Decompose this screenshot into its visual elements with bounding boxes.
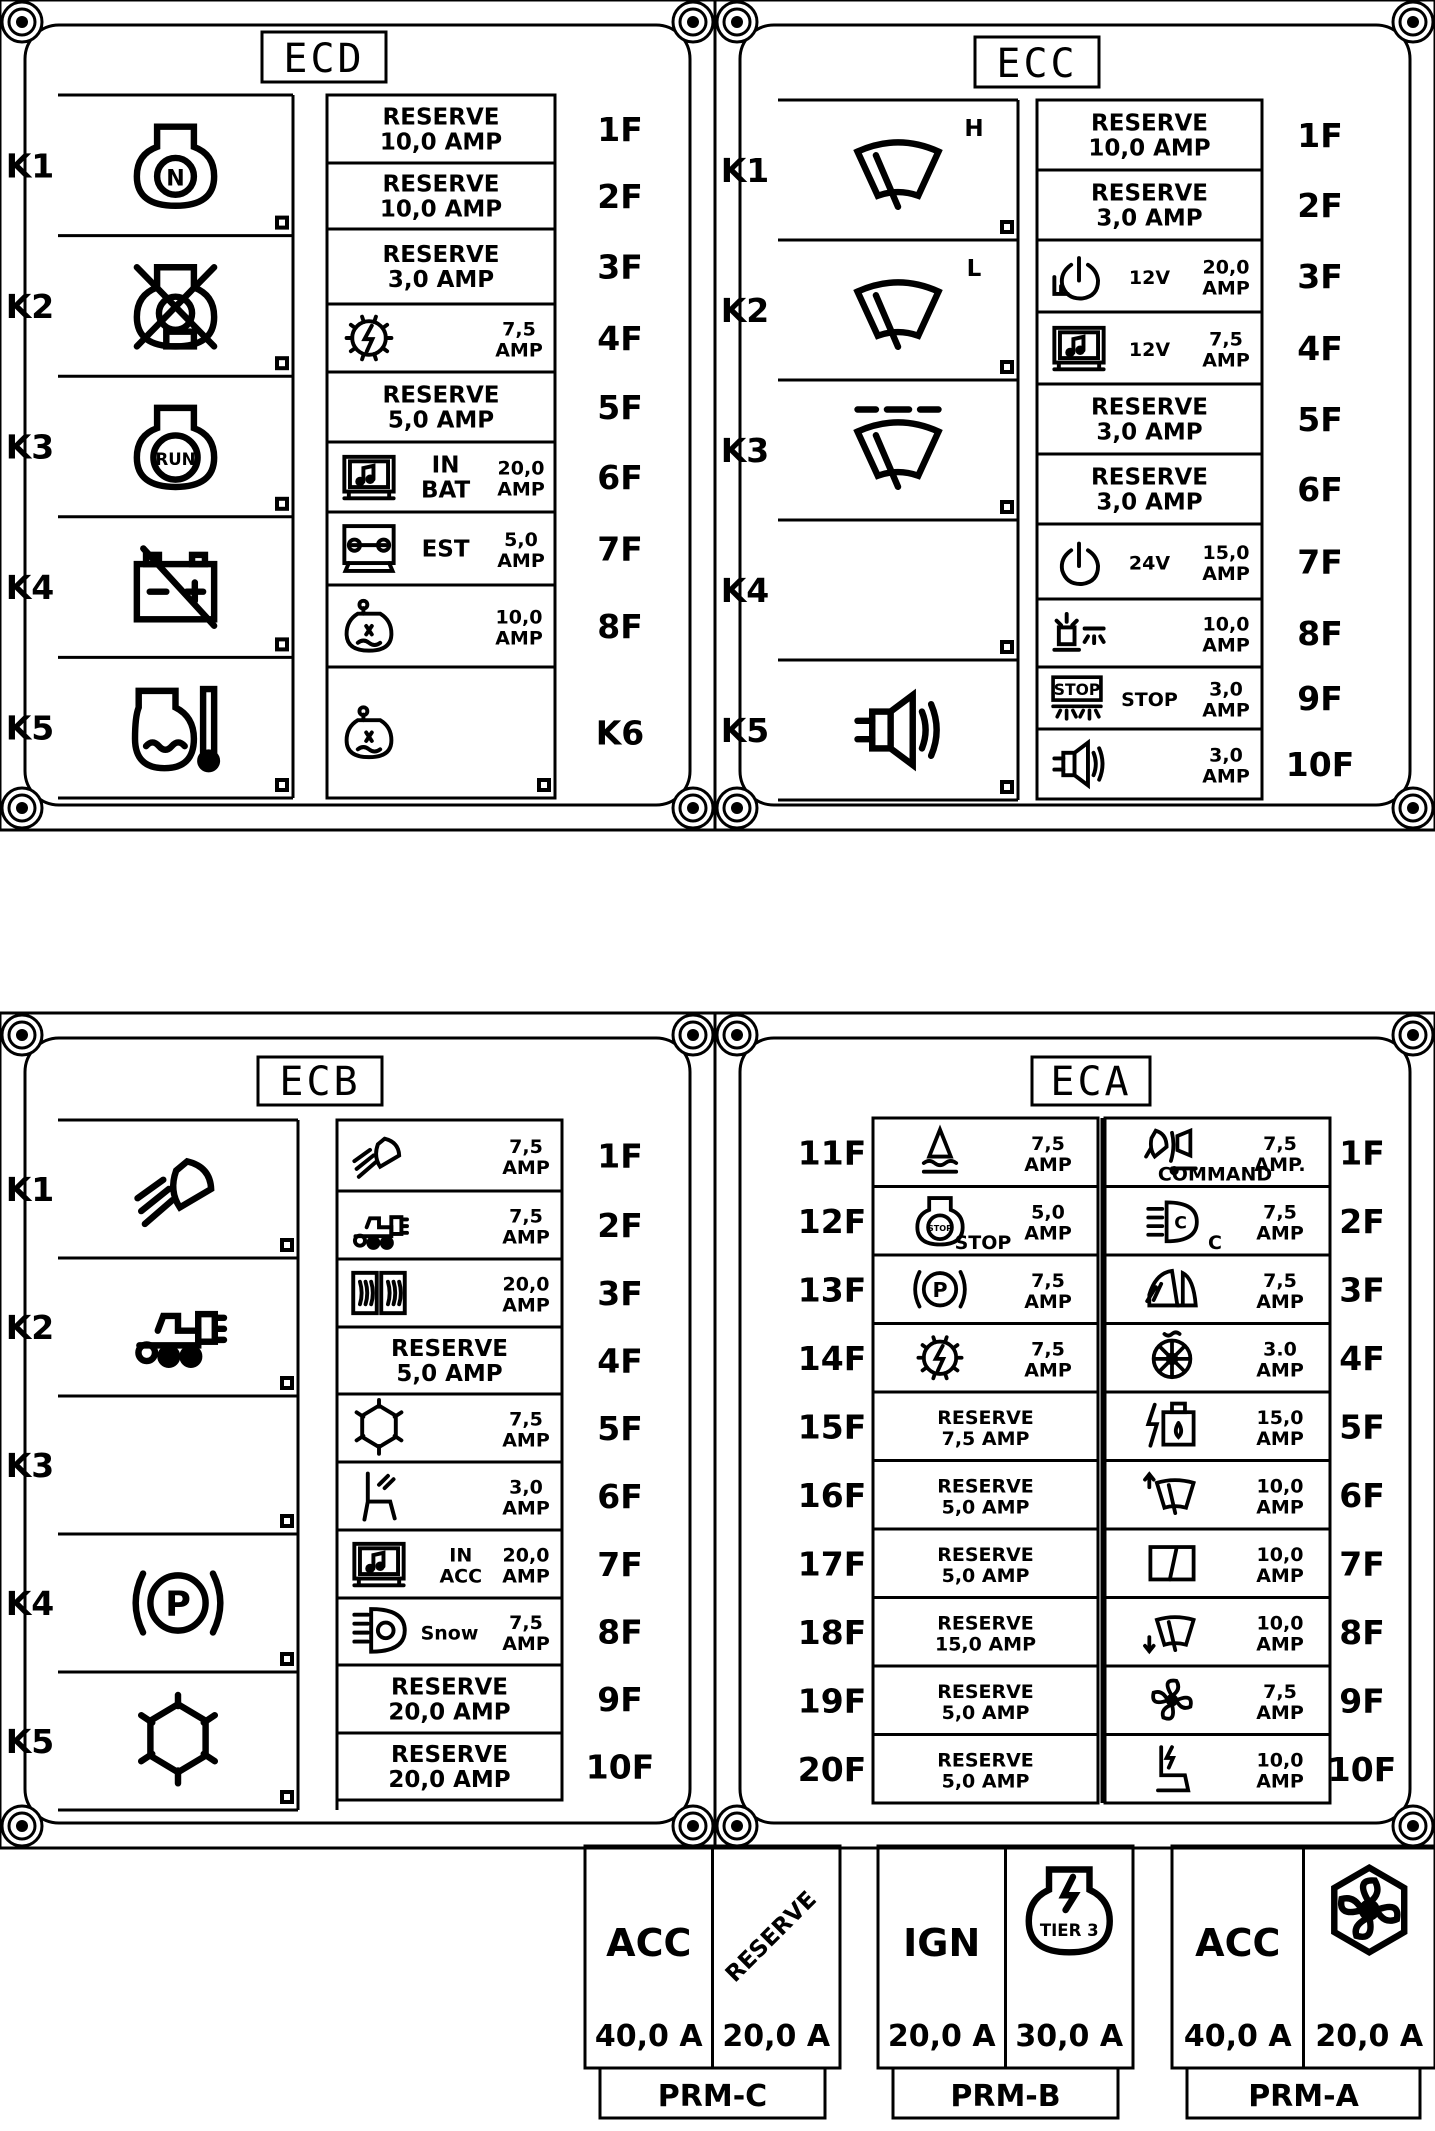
relay-label: K1 [5, 1170, 55, 1209]
fuse-rating-text: 15,0 [1256, 1406, 1304, 1429]
fuse-label: 5F [597, 1409, 643, 1448]
panel-eca [715, 1013, 1435, 1848]
fuse-rating-text: RESERVE [382, 242, 500, 268]
fuse-rating-text: AMP [1202, 563, 1250, 585]
fuse-tag: STOP [954, 1231, 1012, 1254]
fuse-rating-text: 5,0 AMP [387, 407, 495, 434]
fuse-rating-text: RESERVE [382, 382, 500, 409]
fuse-rating-text: RESERVE [937, 1680, 1034, 1703]
fuse-rating-text: 20,0 [1202, 256, 1250, 279]
fuse-label: 7F [597, 1545, 643, 1584]
fuse-label: 14F [797, 1338, 867, 1378]
fuse-rating-text: 7,5 [509, 1205, 543, 1228]
power-relay-rating: 40,0 A [594, 2019, 703, 2054]
fuse-rating-text: EST [421, 536, 470, 563]
fuse-rating-text: AMP [1024, 1359, 1072, 1382]
relay-label: K4 [5, 1584, 55, 1623]
relay-label: K2 [720, 291, 770, 330]
fuse-rating-text: AMP [1256, 1290, 1304, 1313]
fuse-tag: COMMAND [1157, 1163, 1273, 1186]
fuse-tag: 12V [1128, 339, 1171, 361]
fuse-rating-text: RESERVE [391, 1336, 508, 1362]
fuse-rating-text: RESERVE [937, 1406, 1034, 1429]
fuse-label: 4F [1339, 1338, 1385, 1378]
fuse-rating-text: 5,0 [504, 529, 538, 551]
fuse-label: 6F [597, 1477, 643, 1516]
fuse-rating-text: 10,0 [1256, 1612, 1304, 1635]
fuse-tag: C [1208, 1231, 1222, 1254]
fuse-rating-text: 5,0 AMP [941, 1496, 1030, 1519]
fuse-rating-text: AMP [495, 627, 543, 650]
panel-ecb [0, 1013, 715, 1848]
fuse-rating-text: 5,0 [1031, 1201, 1065, 1224]
fuse-rating-text: AMP [1202, 765, 1250, 788]
fuse-rating-text: 7,5 [1263, 1132, 1297, 1155]
fuse-rating-text: AMP [502, 1633, 550, 1655]
relay-label: K5 [5, 1722, 55, 1761]
fuse-label: 16F [797, 1475, 867, 1515]
screw-icon [1393, 1806, 1433, 1846]
fuse-rating-text: BAT [420, 477, 471, 504]
relay-label: K3 [5, 427, 55, 467]
fuse-rating-text: RESERVE [391, 1674, 508, 1701]
fuse-rating-text: ACC [439, 1565, 483, 1588]
power-relay-rating: 20,0 A [1315, 2019, 1424, 2054]
fuse-rating-text: 7,5 [509, 1408, 543, 1431]
fuse-rating-text: 7,5 [1031, 1338, 1065, 1361]
power-relay-name: ACC [606, 1921, 692, 1965]
svg-text:P: P [165, 1584, 191, 1625]
fuse-label: 6F [1339, 1475, 1385, 1515]
fuse-rating-text: IN [449, 1544, 473, 1567]
power-relay-prm-c [585, 1846, 840, 2118]
fuse-rating-text: RESERVE [937, 1543, 1034, 1566]
fuse-label: 20F [797, 1749, 867, 1789]
fuse-rating-text: RESERVE [1091, 394, 1208, 421]
fuse-label: 2F [597, 1206, 643, 1245]
fuse-rating-text: 7,5 [1263, 1680, 1297, 1703]
relay-tag: H [964, 116, 984, 142]
fuse-rating-text: AMP [1256, 1564, 1304, 1587]
fuse-label: 5F [1297, 400, 1343, 439]
svg-text:STOP: STOP [1053, 680, 1101, 699]
fuse-rating-text: AMP [1202, 277, 1250, 300]
screw-icon [673, 1806, 713, 1846]
svg-text:N: N [166, 166, 185, 192]
fuse-label: 1F [1297, 116, 1343, 155]
svg-text:C: C [1174, 1213, 1187, 1234]
panel-title: ECA [1050, 1059, 1132, 1105]
fuse-label: 15F [797, 1407, 867, 1447]
screw-icon [2, 788, 42, 828]
fuse-rating-text: AMP [1256, 1633, 1304, 1656]
power-relay-name: ACC [1195, 1921, 1281, 1965]
fuse-label: 4F [597, 1341, 643, 1381]
screw-icon [2, 2, 42, 42]
fuse-rating-text: AMP. [1254, 1153, 1306, 1176]
fuse-rating-text: 15,0 [1202, 542, 1250, 564]
fuse-rating-text: 7,5 AMP [941, 1427, 1030, 1450]
fuse-label: 4F [597, 319, 643, 358]
fuse-label: 10F [585, 1747, 655, 1787]
fuse-rating-text: 10,0 [1256, 1749, 1304, 1772]
fuse-label: K6 [595, 713, 645, 753]
fuse-label: 9F [1339, 1681, 1385, 1721]
fuse-label: 10F [1327, 1749, 1397, 1789]
panel-title: ECD [283, 36, 365, 82]
fuse-rating-text: AMP [502, 1565, 550, 1588]
power-relay-label: PRM-A [1248, 2079, 1359, 2114]
fuse-label: 8F [1339, 1612, 1385, 1652]
fuse-rating-text: 3,0 AMP [1096, 489, 1203, 516]
fuse-label: 17F [797, 1544, 867, 1584]
fuse-label: 2F [597, 177, 643, 216]
power-relay-rating: 20,0 A [722, 2019, 831, 2054]
fuse-label: 11F [797, 1133, 867, 1173]
fuse-rating-text: AMP [1256, 1359, 1304, 1382]
fuse-label: 7F [1297, 542, 1343, 582]
screw-icon [673, 2, 713, 42]
fuse-rating-text: 5,0 AMP [941, 1770, 1030, 1793]
fuse-rating-text: AMP [497, 478, 545, 501]
relay-label: K4 [720, 571, 770, 610]
fuse-rating-text: 20,0 [502, 1544, 550, 1567]
fuse-rating-text: 7,5 [509, 1612, 543, 1634]
fuse-label: 2F [1339, 1201, 1385, 1241]
fuse-rating-text: AMP [1024, 1290, 1072, 1313]
screw-icon [1393, 788, 1433, 828]
fuse-rating-text: AMP [1256, 1770, 1304, 1793]
fuse-rating-text: 7,5 [1209, 328, 1243, 351]
fuse-rating-text: 10,0 [1256, 1475, 1304, 1498]
fuse-label: 12F [797, 1201, 867, 1241]
fuse-rating-text: 10,0 [1202, 613, 1250, 636]
screw-icon [717, 788, 757, 828]
relay-label: K2 [5, 286, 55, 326]
fuse-rating-text: AMP [502, 1429, 550, 1452]
svg-text:RUN: RUN [155, 449, 196, 469]
fuse-rating-text: RESERVE [937, 1749, 1034, 1772]
fuse-rating-text: RESERVE [937, 1612, 1034, 1635]
screw-icon [673, 788, 713, 828]
fuse-tag: 24V [1128, 552, 1171, 575]
screw-icon [2, 1806, 42, 1846]
screw-icon [1393, 2, 1433, 42]
fuse-rating-text: 20,0 [497, 457, 545, 480]
relay-label: K1 [720, 151, 770, 190]
fuse-rating-text: 5,0 AMP [396, 1361, 503, 1387]
fuse-rating-text: 7,5 [1263, 1269, 1297, 1292]
fuse-rating-text: 10,0 [1256, 1543, 1304, 1566]
power-relay-rating: 20,0 A [887, 2019, 996, 2054]
relay-label: K2 [5, 1308, 55, 1347]
relay-tag: L [966, 256, 982, 282]
fuse-rating-text: RESERVE [1091, 110, 1208, 137]
screw-icon [673, 1015, 713, 1055]
screw-icon [2, 1015, 42, 1055]
fuse-label: 6F [597, 458, 643, 497]
fuse-rating-text: AMP [497, 550, 545, 572]
panel-title: ECC [996, 41, 1078, 87]
power-relay-name: IGN [903, 1921, 981, 1965]
fuse-rating-text: AMP [1024, 1222, 1072, 1245]
fuse-rating-text: 5,0 AMP [941, 1701, 1030, 1724]
fuse-rating-text: 3.0 [1263, 1338, 1297, 1361]
fuse-rating-text: 20,0 [502, 1273, 550, 1296]
fuse-label: 7F [1339, 1544, 1385, 1584]
power-relay-label: PRM-B [950, 2079, 1061, 2114]
fuse-label: 3F [597, 247, 643, 287]
fuse-rating-text: 3,0 [509, 1476, 543, 1499]
fuse-label: 18F [797, 1612, 867, 1652]
relay-label: K3 [5, 1446, 55, 1485]
fuse-rating-text: 20,0 AMP [388, 1699, 511, 1726]
fuse-rating-text: 7,5 [1263, 1201, 1297, 1224]
fuse-rating-text: 10,0 [495, 606, 543, 629]
power-relay-prm-a [1172, 1846, 1435, 2118]
engine-tier3-icon [1029, 1870, 1110, 1953]
fuse-rating-text: AMP [495, 339, 543, 362]
fuse-label: 6F [1297, 470, 1343, 509]
fuse-rating-text: RESERVE [382, 171, 500, 198]
screw-icon [717, 1015, 757, 1055]
fuse-label: 4F [1297, 329, 1343, 368]
fuse-label: 8F [597, 607, 643, 646]
power-relay-label: PRM-C [657, 2079, 768, 2114]
fuse-label: 1F [597, 110, 643, 149]
fuse-label: 3F [597, 1274, 643, 1313]
power-relay-rating: 30,0 A [1015, 2019, 1124, 2054]
fuse-rating-text: 3,0 AMP [387, 267, 495, 293]
fuse-label: 9F [1297, 679, 1343, 718]
fuse-rating-text: 20,0 AMP [388, 1767, 511, 1793]
fuse-label: 3F [1339, 1270, 1385, 1310]
power-relay-name: RESERVE [720, 1886, 822, 1988]
fuse-rating-text: AMP [502, 1294, 550, 1317]
fuse-rating-text: AMP [502, 1157, 550, 1179]
fuse-label: 7F [597, 529, 643, 569]
fuse-label: 1F [597, 1136, 643, 1176]
fuse-rating-text: RESERVE [937, 1475, 1034, 1498]
radio-icon [354, 1544, 403, 1585]
fuse-rating-text: AMP [1024, 1153, 1072, 1176]
fuse-label: 19F [797, 1681, 867, 1721]
fuse-rating-text: AMP [502, 1497, 550, 1520]
fuse-label: 2F [1297, 186, 1343, 225]
fuse-tag: STOP [1121, 689, 1178, 711]
fuse-rating-text: 10,0 AMP [379, 196, 503, 223]
svg-text:P: P [932, 1277, 948, 1302]
fuse-rating-text: RESERVE [1091, 180, 1208, 207]
radio-icon [344, 457, 393, 498]
fuse-tag: Snow [420, 1622, 479, 1645]
fuse-rating-text: AMP [1202, 699, 1250, 722]
panel-title: ECB [279, 1059, 361, 1105]
fuse-rating-text: 7,5 [509, 1136, 543, 1158]
fuse-rating-text: AMP [1256, 1222, 1304, 1245]
fuse-label: 8F [1297, 614, 1343, 653]
fuse-rating-text: AMP [502, 1226, 550, 1249]
fuse-rating-text: 10,0 AMP [379, 129, 503, 156]
fuse-label: 1F [1339, 1133, 1385, 1173]
fuse-label: 13F [797, 1270, 867, 1310]
fuse-rating-text: RESERVE [391, 1742, 508, 1768]
fuse-rating-text: AMP [1256, 1701, 1304, 1724]
relay-label: K3 [720, 431, 770, 470]
fuse-label: 8F [597, 1612, 643, 1652]
fuse-label: 3F [1297, 257, 1343, 296]
fuse-rating-text: 3,0 AMP [1096, 205, 1203, 232]
fuse-label: 5F [1339, 1407, 1385, 1447]
relay-label: K5 [720, 711, 770, 750]
fuse-rating-text: AMP [1256, 1496, 1304, 1519]
relay-label: K1 [5, 146, 55, 186]
panel-ecd [0, 0, 715, 830]
fuse-rating-text: 15,0 AMP [934, 1633, 1037, 1656]
fuse-rating-text: 5,0 AMP [941, 1564, 1030, 1587]
fuse-label: 5F [597, 388, 643, 427]
fuse-rating-text: IN [431, 452, 460, 479]
power-relay-rating: 40,0 A [1183, 2019, 1292, 2054]
fuse-rating-text: 3,0 [1209, 678, 1243, 701]
fuse-rating-text: RESERVE [382, 104, 500, 131]
fuse-rating-text: RESERVE [1091, 464, 1208, 491]
relay-label: K5 [5, 708, 55, 748]
fuse-label: 9F [597, 1680, 643, 1719]
panel-ecc [715, 0, 1435, 830]
fuse-rating-text: 3,0 [1209, 744, 1243, 767]
radio-icon [1054, 328, 1103, 369]
fuse-rating-text: 7,5 [1031, 1269, 1065, 1292]
fuse-rating-text: AMP [1202, 349, 1250, 372]
fuse-rating-text: 10,0 AMP [1088, 135, 1211, 162]
fuse-rating-text: 7,5 [502, 318, 536, 341]
fuse-rating-text: AMP [1256, 1427, 1304, 1450]
fuse-label: 10F [1285, 745, 1355, 784]
screw-icon [717, 1806, 757, 1846]
power-relay-prm-b [878, 1846, 1133, 2118]
fuse-rating-text: 7,5 [1031, 1132, 1065, 1155]
relay-label: K4 [5, 568, 55, 608]
ac-fan-icon [1334, 1868, 1404, 1953]
screw-icon [1393, 1015, 1433, 1055]
svg-text:TIER 3: TIER 3 [1039, 1920, 1099, 1940]
fuse-rating-text: AMP [1202, 634, 1250, 657]
fuse-rating-text: 3,0 AMP [1096, 419, 1203, 446]
screw-icon [717, 2, 757, 42]
fuse-tag: 12V [1128, 267, 1171, 289]
svg-text:STOP: STOP [927, 1223, 953, 1234]
